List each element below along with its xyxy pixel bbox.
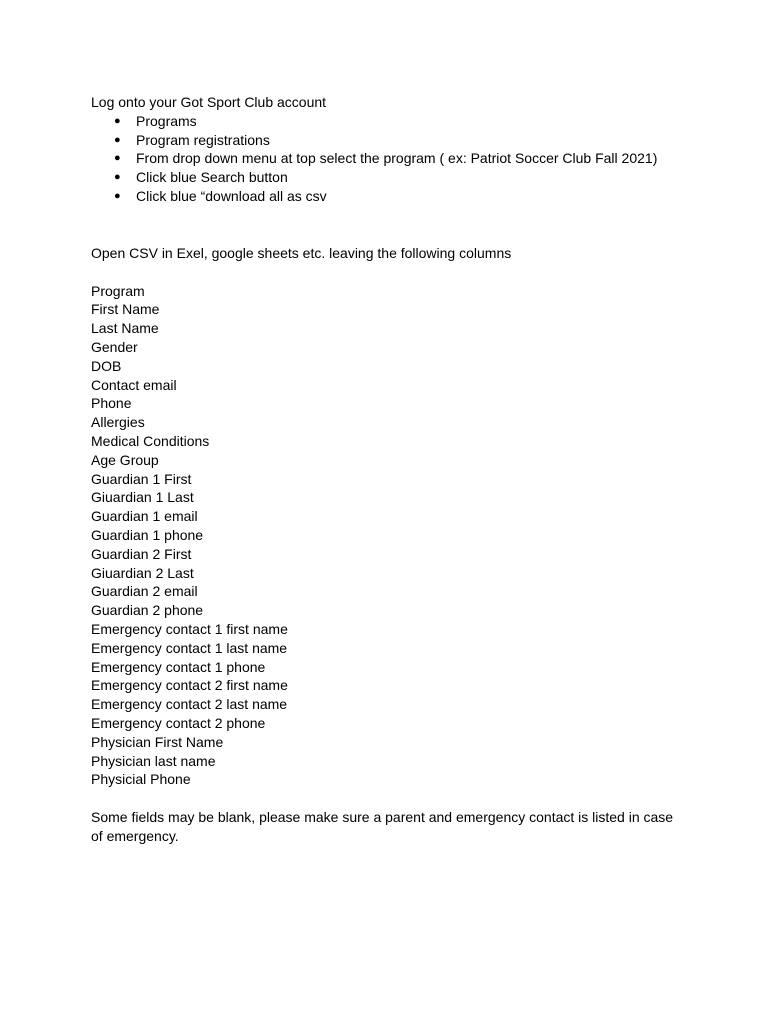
column-name: Guardian 1 First bbox=[91, 470, 192, 487]
instruction-text: Open CSV in Exel, google sheets etc. leaving the following columns bbox=[91, 244, 512, 261]
column-name: Medical Conditions bbox=[91, 432, 210, 449]
column-name: Emergency contact 2 phone bbox=[91, 714, 266, 731]
column-name: Age Group bbox=[91, 451, 159, 468]
step-label: Program registrations bbox=[136, 131, 270, 148]
column-name: Emergency contact 1 last name bbox=[91, 639, 288, 656]
column-name: Giuardian 1 Last bbox=[91, 489, 194, 506]
column-name: Last Name bbox=[91, 320, 159, 337]
column-name: Emergency contact 1 first name bbox=[91, 620, 288, 637]
column-name: Allergies bbox=[91, 414, 145, 431]
step-item bbox=[91, 149, 681, 168]
column-name: Physician First Name bbox=[91, 733, 224, 750]
column-name: Guardian 1 phone bbox=[91, 526, 204, 543]
spacer bbox=[91, 789, 681, 808]
step-item bbox=[91, 187, 681, 206]
column-name: Emergency contact 2 last name bbox=[91, 696, 288, 713]
column-name: Physician last name bbox=[91, 752, 216, 769]
column-name: DOB bbox=[91, 357, 122, 374]
bullet-icon: ● bbox=[114, 114, 121, 127]
column-name: Emergency contact 1 phone bbox=[91, 658, 266, 675]
column-name: Emergency contact 2 first name bbox=[91, 677, 288, 694]
spacer bbox=[91, 263, 681, 282]
intro-text: Log onto your Got Sport Club account bbox=[91, 94, 327, 110]
column-name: Physicial Phone bbox=[91, 771, 191, 788]
column-name: Guardian 2 email bbox=[91, 583, 198, 600]
step-label: From drop down menu at top select the program ( ex: Patriot Soccer Club Fall 2021) bbox=[136, 150, 658, 167]
column-name: Guardian 2 phone bbox=[91, 602, 204, 619]
column-name: Phone bbox=[91, 395, 132, 412]
step-item bbox=[91, 112, 681, 131]
step-label: Programs bbox=[136, 112, 197, 129]
column-name: Guardian 2 First bbox=[91, 545, 192, 562]
column-name: Gender bbox=[91, 338, 138, 355]
bullet-icon: ● bbox=[114, 189, 121, 202]
spacer bbox=[91, 206, 681, 244]
bullet-icon: ● bbox=[114, 133, 121, 146]
document-page bbox=[91, 93, 681, 846]
step-item bbox=[91, 168, 681, 187]
bullet-icon: ● bbox=[114, 152, 121, 165]
column-name: Giuardian 2 Last bbox=[91, 564, 194, 581]
step-label: Click blue Search button bbox=[136, 169, 288, 186]
step-label: Click blue “download all as csv bbox=[136, 187, 327, 204]
column-list bbox=[91, 282, 681, 790]
column-name: Contact email bbox=[91, 376, 177, 393]
column-name: Guardian 1 email bbox=[91, 508, 198, 525]
steps-list bbox=[91, 112, 681, 206]
step-item bbox=[91, 131, 681, 150]
note-text: Some fields may be blank, please make sure a parent and emergency contact is listed in case of emergency. bbox=[91, 809, 674, 844]
column-name: First Name bbox=[91, 301, 160, 318]
bullet-icon: ● bbox=[114, 171, 121, 184]
column-name: Program bbox=[91, 282, 145, 299]
